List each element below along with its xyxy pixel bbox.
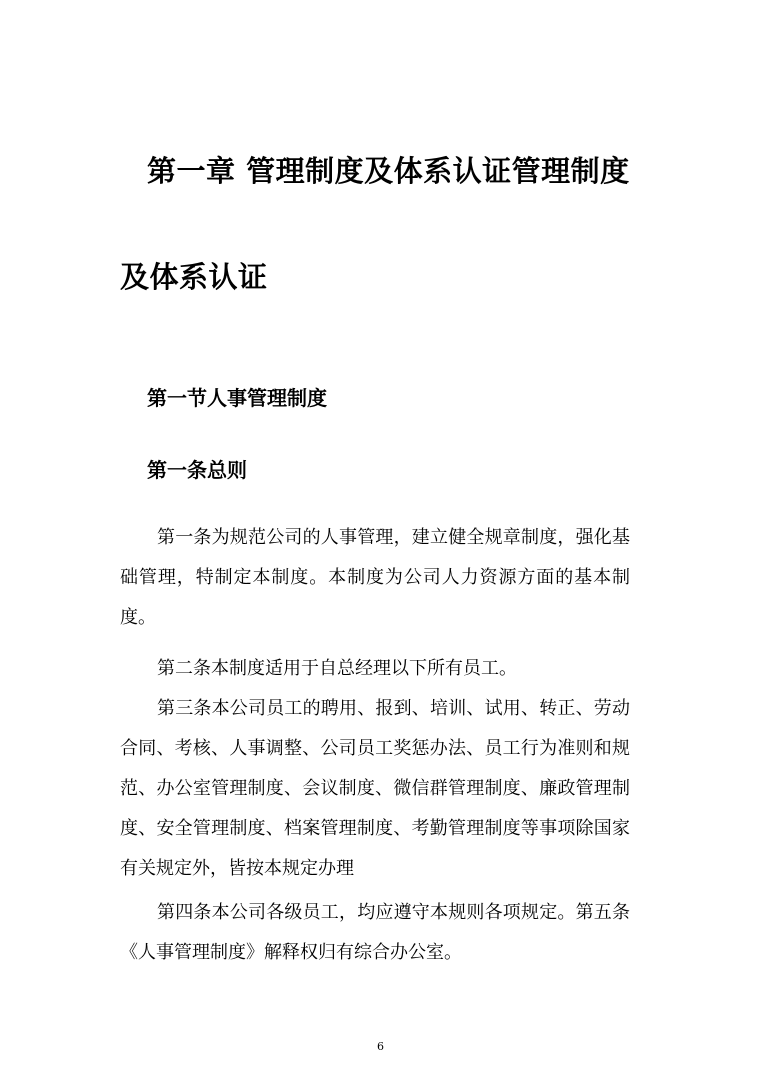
article-heading: 第一条总则 <box>147 458 247 482</box>
paragraph-article-3: 第三条本公司员工的聘用、报到、培训、试用、转正、劳动合同、考核、人事调整、公司员工奖惩办法、员工行为准则和规范、办公室管理制度、会议制度、微信群管理制度、廉政管理制度、安全管理制度、档案管理制度、考勤管理制度等事项除国家有关规定外，皆按本规定办理 <box>120 698 630 879</box>
chapter-title-line-2: 及体系认证 <box>120 260 268 294</box>
paragraph-article-4: 第四条本公司各级员工，均应遵守本规则各项规定。第五条《人事管理制度》解释权归有综合办公室。 <box>120 902 630 963</box>
section-title: 第一节人事管理制度 <box>147 386 327 410</box>
paragraph-article-1: 第一条为规范公司的人事管理，建立健全规章制度，强化基础管理，特制定本制度。本制度为公司人力资源方面的基本制度。 <box>120 527 630 628</box>
chapter-title-line-1: 第一章 管理制度及体系认证管理制度 <box>147 154 630 188</box>
page-number: 6 <box>377 1040 384 1053</box>
paragraph-article-2: 第二条本制度适用于自总经理以下所有员工。 <box>157 658 517 679</box>
